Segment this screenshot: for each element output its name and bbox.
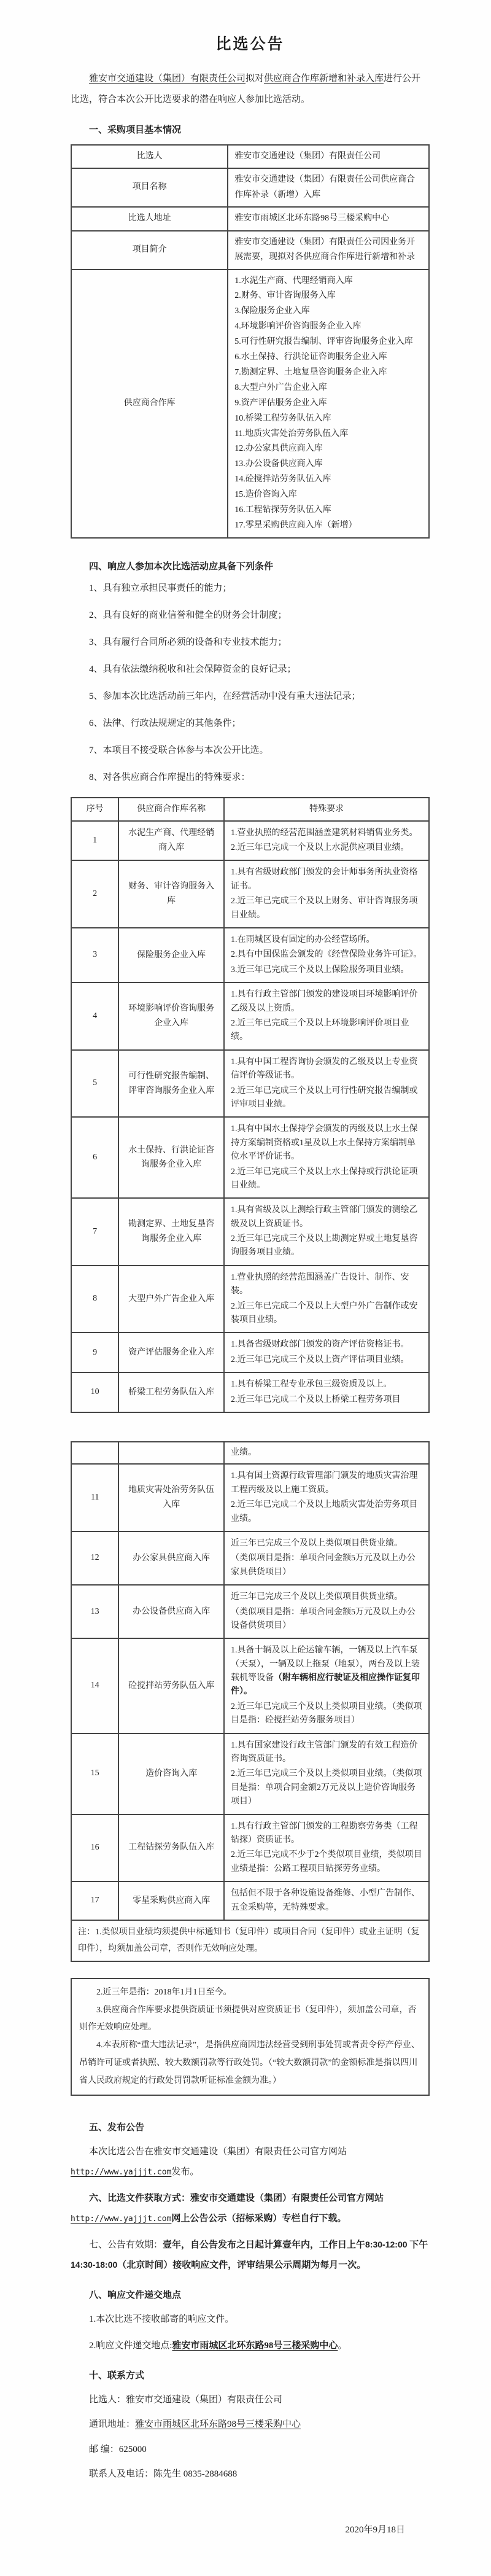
requirement-cell: 1.在雨城区设有固定的办公经营场所。 2.具有中国保监会颁发的《经营保险业务许可证》。 3.近三年已完成三个及以上保险服务项目业绩。 (224, 928, 429, 983)
requirements-table-continued (71, 1441, 430, 1962)
requirement-cell: 1.具备十辆及以上砼运输车辆，一辆及以上汽车泵（天泵），一辆及以上拖泵（地泵），两台及以上装载机等设备（附车辆相应行驶证及相应操作证复印件）。 2.近三年已完成三个及以上类似项目业绩。（类似项目是指：砼搅拦站劳务服务项目） (224, 1638, 429, 1733)
requirement-cell: 1.具有中国工程咨询协会颁发的乙级及以上专业资信评价等级证书。 2.近三年已完成三个及以上可行性研究报告编制或评审项目业绩。 (224, 1050, 429, 1118)
condition-item: 2、具有良好的商业信誉和健全的财务会计制度； (89, 610, 287, 620)
library-name: 财务、审计咨询服务入库 (118, 860, 224, 928)
table-row (71, 1638, 429, 1733)
library-name: 办公家具供应商入库 (118, 1531, 224, 1585)
table-row (71, 1050, 429, 1118)
library-name: 工程钻探劳务队伍入库 (118, 1815, 224, 1882)
table-note-row (71, 1920, 429, 1961)
contact-postcode: 邮 编：625000 (89, 2444, 147, 2454)
note-paragraph: 2.近三年是指：2018年1月1日至今。 (96, 1988, 232, 1998)
library-name: 保险服务企业入库 (118, 928, 224, 983)
submission-item: 2.响应文件递交地点:雅安市雨城区北环东路98号三楼采购中心。 (89, 2341, 347, 2351)
row-number: 5 (71, 1050, 118, 1118)
row-number: 7 (71, 1198, 118, 1266)
info-label: 供应商合作库 (71, 270, 228, 538)
table-row (71, 983, 429, 1050)
library-name: 可行性研究报告编制、评审咨询服务企业入库 (118, 1050, 224, 1118)
page-break-gap (71, 1962, 430, 1978)
row-number: 9 (71, 1333, 118, 1372)
document-access-paragraph: 六、比选文件获取方式：雅安市交通建设（集团）有限责任公司官方网站http://www.yajjjt.com网上公告公示（招标采购）专栏自行下载。 (71, 2193, 384, 2224)
intro-text: 进行公开比选，符合本次公开比选要求的潜在响应人参加比选活动。 (71, 74, 421, 104)
library-name: 水土保持、行洪论证咨询服务企业入库 (118, 1117, 224, 1198)
website-url: http://www.yajjjt.com (71, 2214, 172, 2224)
note-paragraph: 3.供应商合作库要求提供资质证书须提供对应资质证书（复印件），须加盖公司章，否则作无效响应处理。 (79, 2005, 417, 2033)
validity-paragraph: 七、公告有效期：壹年，自公告发布之日起计算壹年内，工作日上午8:30-12:00 下午14:30-18:00（北京时间）接收响应文件，评审结果公示周期为每月一次。 (71, 2239, 428, 2271)
library-item: 12.办公家具供应商入库 (234, 444, 323, 454)
requirement-cell: 1.具有省级财政部门颁发的会计师事务所执业资格证书。 2.近三年已完成三个及以上财务、审计咨询服务项目业绩。 (224, 860, 429, 928)
row-number: 8 (71, 1266, 118, 1333)
library-item: 4.环境影响评价咨询服务企业入库 (234, 322, 361, 332)
table-row (71, 1442, 429, 1464)
row-number (71, 1442, 118, 1464)
info-label: 比选人地址 (71, 207, 228, 231)
section10-heading: 十、联系方式 (89, 2371, 145, 2381)
requirement-cell: 1.具有行政主管部门颁发的建设项目环境影响评价乙级及以上资质。 2.近三年已完成三个及以上环境影响评价项目业绩。 (224, 983, 429, 1050)
website-url: http://www.yajjjt.com (71, 2168, 172, 2177)
table-row (71, 860, 429, 928)
info-value: 雅安市交通建设（集团）有限责任公司因业务开展需要，现拟对各供应商合作库进行新增和补录 (228, 231, 429, 270)
requirement-cell: 1.具有省级及以上测绘行政主管部门颁发的测绘乙级及以上资质证书。 2.近三年已完成三个及以上勘测定界或土地复垦咨询服务项目业绩。 (224, 1198, 429, 1266)
table-row (71, 821, 429, 861)
table-row (71, 1585, 429, 1638)
project-info-table (71, 144, 430, 539)
condition-item: 8、对各供应商合作库提出的特殊要求： (89, 772, 250, 782)
bold-requirement-text: （附车辆相应行驶证及相应操作证复印件）。 (230, 1673, 420, 1697)
library-item: 8.大型户外广告企业入库 (234, 383, 327, 392)
library-item: 17.零星采购供应商入库（新增） (234, 521, 357, 530)
table-row (71, 1815, 429, 1882)
column-header: 特殊要求 (224, 798, 429, 821)
afternoon-hours: 14:30-18:00 (71, 2260, 118, 2270)
publish-paragraph: 本次比选公告在雅安市交通建设（集团）有限责任公司官方网站http://www.yajjjt.com发布。 (71, 2147, 347, 2177)
table-row (71, 1266, 429, 1333)
condition-item: 7、本项目不接受联合体参与本次公开比选。 (89, 745, 269, 755)
requirement-cell: 1.具有桥梁工程专业承包三级资质及以上。 2.近三年已完成二个及以上桥梁工程劳务项目 (224, 1372, 429, 1412)
requirement-cell: 业绩。 (224, 1442, 429, 1464)
library-name: 环境影响评价咨询服务企业入库 (118, 983, 224, 1050)
requirement-cell: 1.具有行政主管部门颁发的工程勘察劳务类（工程钻探）资质证书。 2.近三年已完成不少于2个类似项目业绩，类似项目业绩是指：公路工程项目钻探劳务业绩。 (224, 1815, 429, 1882)
table-row (71, 207, 429, 231)
requirement-cell: 1.具备省级财政部门颁发的资产评估资格证书。 2.近三年已完成三个及以上资产评估项目业绩。 (224, 1333, 429, 1372)
submission-address: 雅安市雨城区北环东路98号三楼采购中心 (172, 2341, 338, 2351)
condition-item: 1、具有独立承担民事责任的能力； (89, 583, 232, 593)
info-value: 雅安市交通建设（集团）有限责任公司 (228, 145, 429, 169)
row-number: 16 (71, 1815, 118, 1882)
library-item: 11.地质灾害处治劳务队伍入库 (234, 429, 349, 438)
library-item: 15.造价咨询入库 (234, 490, 297, 500)
table-row (71, 168, 429, 207)
contact-address-line: 通讯地址：雅安市雨城区北环东路98号三楼采购中心 (89, 2419, 301, 2430)
column-header: 供应商合作库名称 (118, 798, 224, 821)
library-name: 零星采购供应商入库 (118, 1881, 224, 1920)
info-value: 雅安市雨城区北环东路98号三楼采购中心 (228, 207, 429, 231)
row-number: 13 (71, 1585, 118, 1638)
library-name: 砼搅拌站劳务队伍入库 (118, 1638, 224, 1733)
table-row (71, 145, 429, 169)
supplier-library-list (228, 270, 429, 538)
library-name (118, 1442, 224, 1464)
library-item: 9.资产评估服务企业入库 (234, 398, 327, 408)
row-number: 15 (71, 1734, 118, 1815)
library-item: 7.勘测定界、土地复垦咨询服务企业入库 (234, 367, 387, 377)
condition-item: 3、具有履行合同所必须的设备和专业技术能力； (89, 637, 287, 647)
buyer-name-underlined: 雅安市交通建设（集团）有限责任公司 (89, 74, 246, 84)
row-number: 14 (71, 1638, 118, 1733)
section8-heading: 八、响应文件递交地点 (89, 2290, 182, 2301)
info-label: 项目名称 (71, 168, 228, 207)
table-row (71, 1464, 429, 1531)
row-number: 2 (71, 860, 118, 928)
contact-person-phone: 联系人及电话：陈先生 0835-2884688 (89, 2469, 238, 2479)
requirement-cell: 1.营业执照的经营范围涵盖建筑材料销售业务类。 2.近三年已完成一个及以上水泥供应项目业绩。 (224, 821, 429, 861)
row-number: 17 (71, 1881, 118, 1920)
section1-heading: 一、采购项目基本情况 (89, 125, 182, 135)
library-name: 水泥生产商、代理经销商入库 (118, 821, 224, 861)
section7-heading: 七、公告有效期： (89, 2240, 163, 2251)
section5-heading: 五、发布公告 (89, 2123, 145, 2133)
condition-item: 6、法律、行政法规规定的其他条件； (89, 718, 241, 728)
table-row (71, 928, 429, 983)
library-name: 勘测定界、土地复垦咨询服务企业入库 (118, 1198, 224, 1266)
contact-address: 雅安市雨城区北环东路98号三楼采购中心 (135, 2419, 301, 2430)
library-name: 办公设备供应商入库 (118, 1585, 224, 1638)
row-number: 6 (71, 1117, 118, 1198)
row-number: 11 (71, 1464, 118, 1531)
library-item: 1.水泥生产商、代理经销商入库 (234, 276, 353, 286)
library-item: 3.保险服务企业入库 (234, 306, 310, 316)
row-number: 1 (71, 821, 118, 861)
library-name: 地质灾害处治劳务队伍入库 (118, 1464, 224, 1531)
library-item: 14.砼搅拌站劳务队伍入库 (234, 475, 331, 484)
table-row (71, 270, 429, 538)
library-item: 16.工程钻探劳务队伍入库 (234, 505, 331, 515)
notes-box (71, 1978, 430, 2096)
morning-hours: 8:30-12:00 (365, 2239, 408, 2250)
library-item: 6.水土保持、行洪论证咨询服务企业入库 (234, 352, 387, 362)
requirement-cell: 1.具有中国水土保持学会颁发的丙级及以上水土保持方案编制资格或1星及以上水土保持方案编制单位水平评价证书。 2.近三年已完成三个及以上水土保持或行洪论证项目业绩。 (224, 1117, 429, 1198)
submission-item: 1.本次比选不接收邮寄的响应文件。 (89, 2314, 234, 2325)
library-name: 桥梁工程劳务队伍入库 (118, 1372, 224, 1412)
condition-item: 5、参加本次比选活动前三年内，在经营活动中没有重大违法记录； (89, 691, 361, 701)
column-header: 序号 (71, 798, 118, 821)
requirement-cell: 1.营业执照的经营范围涵盖广告设计、制作、安装。 2.近三年已完成二个及以上大型户外广告制作或安装项目业绩。 (224, 1266, 429, 1333)
section6-heading: 六、比选文件获取方式： (89, 2193, 191, 2204)
table-row (71, 1734, 429, 1815)
table-row (71, 1333, 429, 1372)
requirement-cell: 近三年已完成三个及以上类似项目供货业绩。 （类似项目是指：单项合同金额5万元及以上办公家具供货项目） (224, 1531, 429, 1585)
table-row (71, 1531, 429, 1585)
row-number: 10 (71, 1372, 118, 1412)
requirement-cell: 1.具有国家建设行政主管部门颁发的有效工程造价咨询资质证书。 2.近三年已完成三个及以上类似项目业绩。（类似项目是指：单项合同金额2万元及以上造价咨询服务项目） (224, 1734, 429, 1815)
table-row (71, 231, 429, 270)
info-value: 雅安市交通建设（集团）有限责任公司供应商合作库补录（新增）入库 (228, 168, 429, 207)
info-label: 比选人 (71, 145, 228, 169)
table-header-row (71, 798, 429, 821)
table-row (71, 1372, 429, 1412)
requirements-table (71, 797, 430, 1413)
requirement-cell: 1.具有国土资源行政管理部门颁发的地质灾害治理工程丙级及以上施工资质。 2.近三年已完成二个及以上地质灾害处治劳务项目业绩。 (224, 1464, 429, 1531)
library-name: 资产评估服务企业入库 (118, 1333, 224, 1372)
table-row (71, 1117, 429, 1198)
document-date: 2020年9月18日 (345, 2525, 405, 2535)
table-note: 注：1.类似项目业绩均须提供中标通知书（复印件）或项目合同（复印件）或业主证明（复印件），均须加盖公司章，否则作无效响应处理。 (71, 1920, 429, 1961)
section4-heading: 四、响应人参加本次比选活动应具备下列条件 (89, 561, 274, 572)
page-break-gap (71, 1413, 430, 1439)
table-row (71, 1881, 429, 1920)
note-paragraph: 4.本表所称“重大违法记录”，是指供应商因违法经营受到刑事处罚或者责令停产停业、吊销许可证或者执照、较大数额罚款等行政处罚。（“较大数额罚款”的金额标准是指以四川省人民政府规定的行政处罚罚款听证标准金额为准。） (79, 2041, 420, 2085)
intro-paragraph (71, 69, 430, 111)
library-name: 大型户外广告企业入库 (118, 1266, 224, 1333)
requirement-cell: 近三年已完成三个及以上类似项目供货业绩。 （类似项目是指：单项合同金额5万元及以上办公设备供货项目） (224, 1585, 429, 1638)
table-row (71, 1198, 429, 1266)
contact-buyer: 比选人：雅安市交通建设（集团）有限责任公司 (89, 2395, 283, 2405)
library-name: 造价咨询入库 (118, 1734, 224, 1815)
library-item: 10.桥梁工程劳务队伍入库 (234, 413, 331, 423)
intro-text: 拟对 (246, 74, 265, 84)
row-number: 4 (71, 983, 118, 1050)
row-number: 3 (71, 928, 118, 983)
requirement-cell: 包括但不限于各种设施设备维修、小型广告制作、五金采购等，无特殊要求。 (224, 1881, 429, 1920)
info-label: 项目简介 (71, 231, 228, 270)
page-title: 比选公告 (215, 36, 285, 53)
library-item: 13.办公设备供应商入库 (234, 459, 323, 469)
condition-item: 4、具有依法缴纳税收和社会保障资金的良好记录； (89, 664, 296, 674)
row-number: 12 (71, 1531, 118, 1585)
library-item: 2.财务、审计咨询服务入库 (234, 291, 336, 301)
library-item: 5.可行性研究报告编制、评审咨询服务企业入库 (234, 337, 413, 347)
project-scope-underlined: 供应商合作库新增和补录入库 (264, 74, 384, 84)
